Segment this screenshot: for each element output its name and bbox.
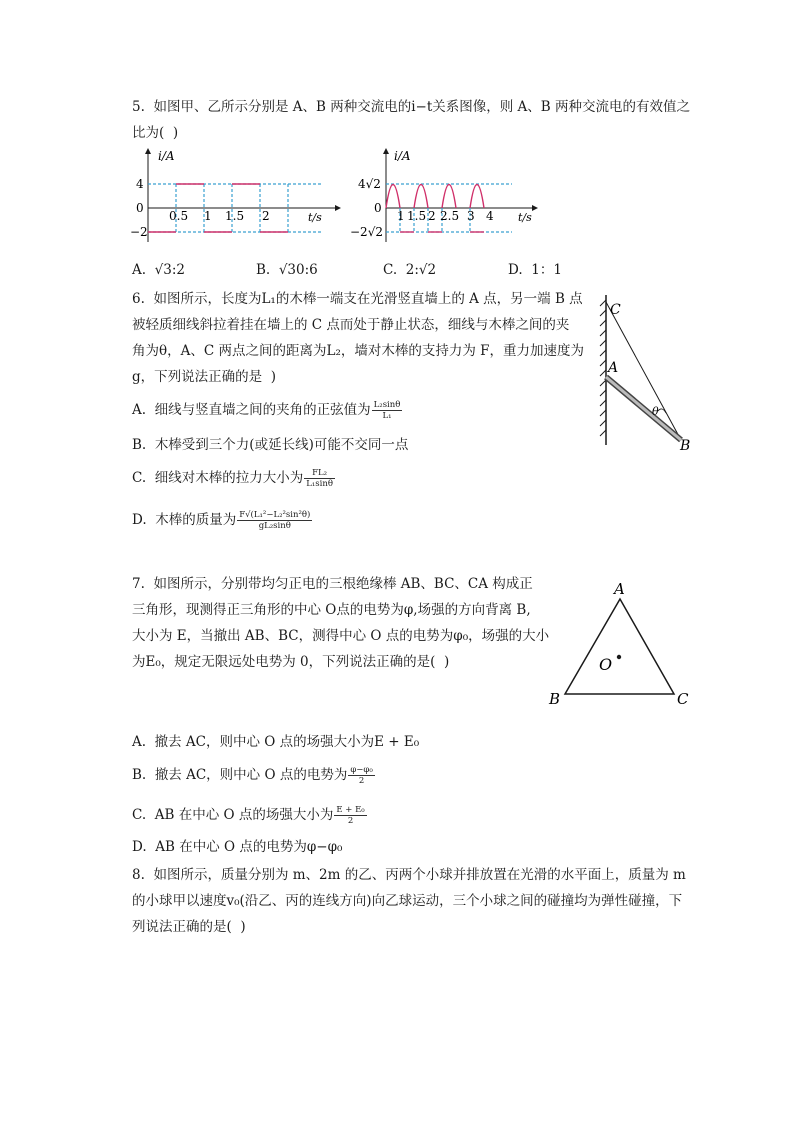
q8-stem-line2: 的小球甲以速度v₀(沿乙、丙的连线方向)向乙球运动，三个小球之间的碰撞均为弹性碰撞，下 xyxy=(132,893,683,909)
tick-x: 1.5 xyxy=(225,209,245,223)
y-label: i/A xyxy=(394,149,411,163)
fraction: $\frac{\text{φ−φ₀}}{2}$ xyxy=(350,765,373,786)
label-a: A xyxy=(614,580,625,598)
q6-stem-line3: 角为θ，A、C 两点之间的距离为L₂，墙对木棒的支持力为 F，重力加速度为 xyxy=(132,343,585,359)
q7-figure xyxy=(543,577,693,712)
x-label: t/s xyxy=(518,211,532,224)
q7-stem-line3: 大小为 E，当撤出 AB、BC，测得中心 O 点的电势为φ₀，场强的大小 xyxy=(132,628,550,644)
q5-option-b[interactable]: B. √30:6 xyxy=(256,262,318,278)
q7-option-c[interactable]: C. AB 在中心 O 点的场强大小为 $\frac{\text{E + E₀}}{2}$ xyxy=(132,805,365,826)
tick-y: 0 xyxy=(374,201,382,215)
q8-stem-line1: 8. 如图所示，质量分别为 m、2m 的乙、丙两个小球并排放置在光滑的水平面上，质量为 m xyxy=(132,867,686,883)
q7-option-b[interactable]: B. 撤去 AC，则中心 O 点的电势为 $\frac{\text{φ−φ₀}}{2}$ xyxy=(132,765,373,786)
tick-x: 3 xyxy=(467,209,475,223)
tick-y: 4√2 xyxy=(358,177,381,191)
wall-hatch xyxy=(600,300,606,436)
label-a: A xyxy=(608,360,619,376)
label-b: B xyxy=(680,438,691,454)
tick-x: 0.5 xyxy=(169,209,189,223)
rod-highlight xyxy=(606,377,681,440)
tick-x: 2.5 xyxy=(440,209,460,223)
q7-option-a[interactable]: A. 撤去 AC，则中心 O 点的场强大小为E + E₀ xyxy=(132,734,420,750)
tick-x: 2 xyxy=(262,209,270,223)
q6-figure xyxy=(596,290,706,455)
fraction: $\frac{\text{F√(L₁²−L₂²sin²θ)}}{\text{gL₂sinθ}}$ xyxy=(239,510,311,531)
q7-option-d[interactable]: D. AB 在中心 O 点的电势为φ−φ₀ xyxy=(132,839,343,855)
q8-stem-line3: 列说法正确的是( ) xyxy=(132,919,246,935)
label-c: C xyxy=(677,690,689,708)
tick-x: 2 xyxy=(428,209,436,223)
q6-option-b[interactable]: B. 木棒受到三个力(或延长线)可能不交同一点 xyxy=(132,437,409,453)
triangle xyxy=(565,599,674,694)
q5-graph-b xyxy=(350,146,540,246)
q6-stem-line1: 6. 如图所示，长度为L₁的木棒一端支在光滑竖直墙上的 A 点，另一端 B 点 xyxy=(132,291,583,307)
fraction: $\frac{\text{FL₂}}{\text{L₁sinθ}}$ xyxy=(306,468,333,489)
q5-option-a[interactable]: A. √3:2 xyxy=(132,262,185,278)
x-label: t/s xyxy=(308,211,322,224)
tick-x: 4 xyxy=(486,209,494,223)
center-point xyxy=(617,655,621,659)
label-c: C xyxy=(610,302,621,318)
q7-stem-line2: 三角形，现测得正三角形的中心 O点的电势为φ,场强的方向背离 B, xyxy=(132,602,531,618)
q6-stem-line2: 被轻质细线斜拉着挂在墙上的 C 点而处于静止状态，细线与木棒之间的夹 xyxy=(132,317,570,333)
q7-stem-line4: 为E₀，规定无限远处电势为 0，下列说法正确的是( ) xyxy=(132,654,450,670)
q5-stem-line1: 5. 如图甲、乙所示分别是 A、B 两种交流电的i−t关系图像，则 A、B 两种交流电的有效值之 xyxy=(132,99,691,115)
tick-x: 1 xyxy=(397,209,405,223)
q6-stem-line4: g，下列说法正确的是 ) xyxy=(132,369,276,385)
fraction: $\frac{\text{E + E₀}}{2}$ xyxy=(336,805,365,826)
fraction: $\frac{\text{L₂sinθ}}{\text{L₁}}$ xyxy=(373,400,401,421)
tick-y: 0 xyxy=(136,201,144,215)
q5-graph-a xyxy=(128,146,343,246)
q6-option-d[interactable]: D. 木棒的质量为 $\frac{\text{F√(L₁²−L₂²sin²θ)}}{\text{gL₂sinθ}}$ xyxy=(132,510,311,531)
q5-stem-line2: 比为( ) xyxy=(132,125,179,141)
y-label: i/A xyxy=(158,149,175,163)
q5-option-c[interactable]: C. 2:√2 xyxy=(383,262,437,278)
label-o: O xyxy=(599,655,613,674)
tick-x: 1 xyxy=(204,209,212,223)
q7-stem-line1: 7. 如图所示，分别带均匀正电的三根绝缘棒 AB、BC、CA 构成正 xyxy=(132,576,533,592)
q5-option-d[interactable]: D. 1：1 xyxy=(508,262,562,278)
q6-option-c[interactable]: C. 细线对木棒的拉力大小为 $\frac{\text{FL₂}}{\text{L₁sinθ}}$ xyxy=(132,468,333,489)
tick-y: −2 xyxy=(130,225,148,239)
tick-x: 1.5 xyxy=(407,209,427,223)
tick-y: 4 xyxy=(136,177,144,191)
label-b: B xyxy=(549,690,561,708)
q6-option-a[interactable]: A. 细线与竖直墙之间的夹角的正弦值为 $\frac{\text{L₂sinθ}}{\text{L₁}}$ xyxy=(132,400,401,421)
label-theta: θ xyxy=(652,405,659,418)
tick-y: −2√2 xyxy=(350,225,383,239)
